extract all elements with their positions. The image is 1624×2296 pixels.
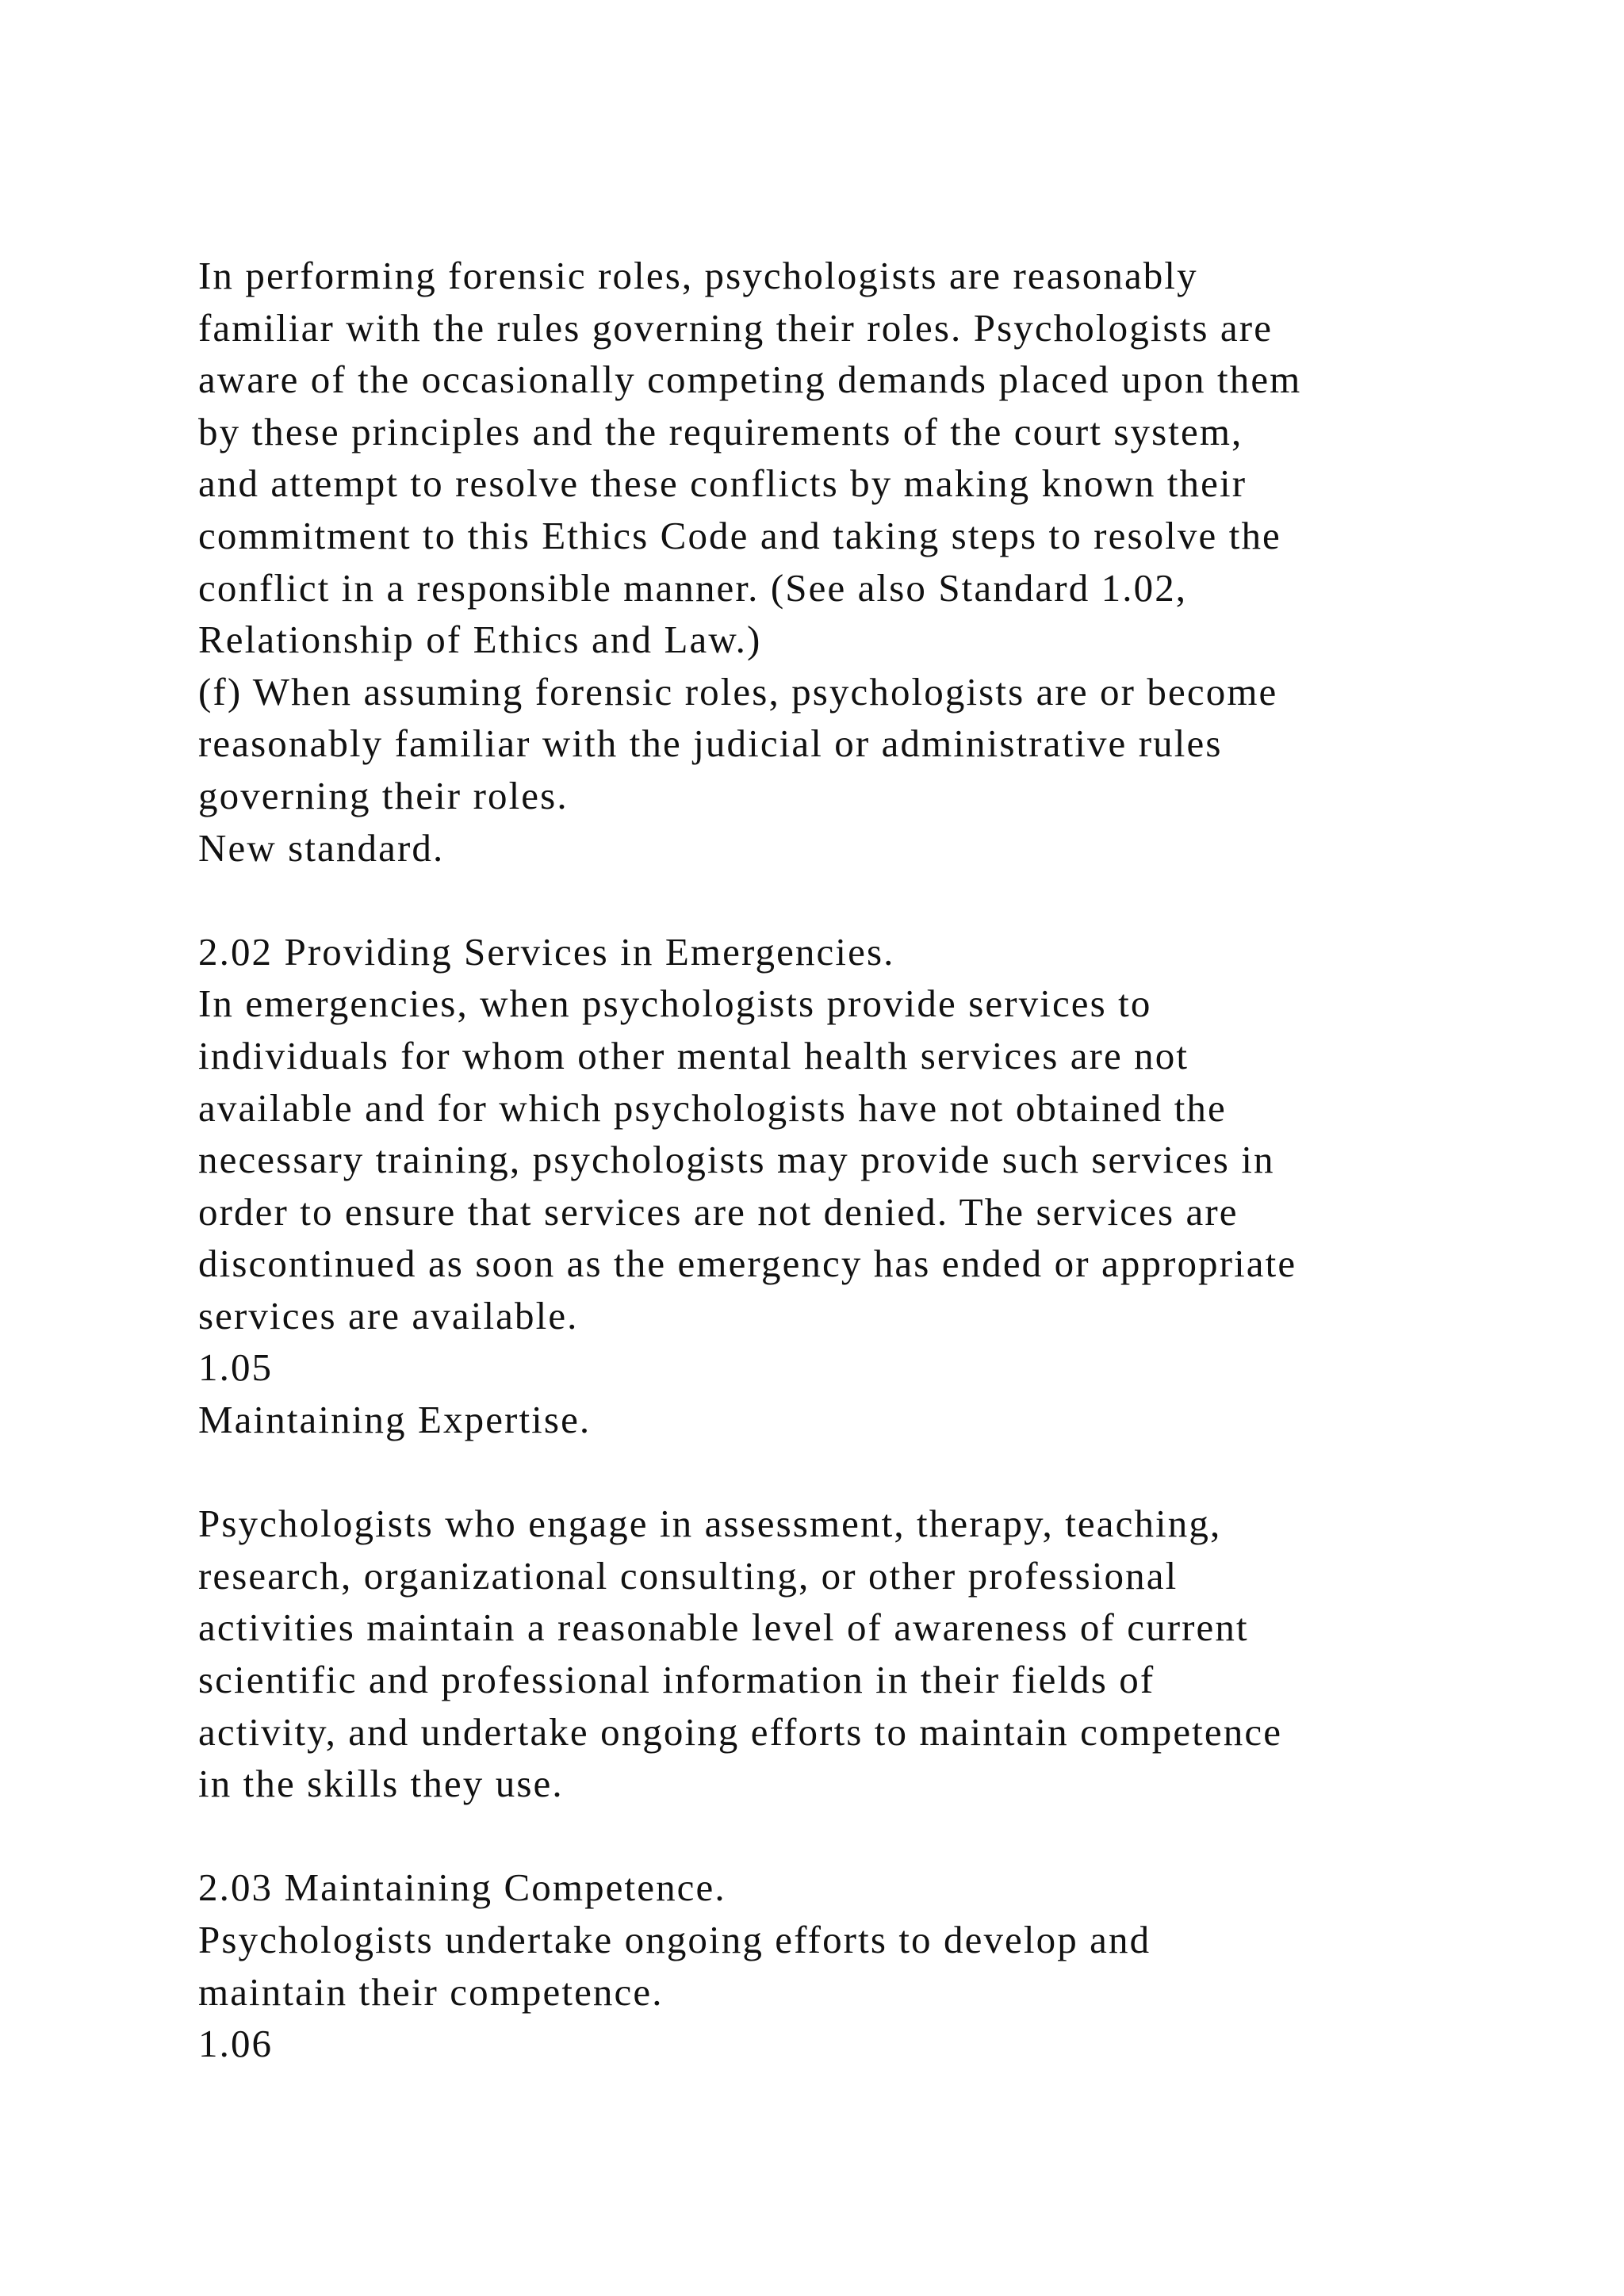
text-line: reasonably familiar with the judicial or administrative rules xyxy=(198,721,1223,766)
text-line: by these principles and the requirements of the court system, xyxy=(198,409,1243,453)
text-line: maintain their competence. xyxy=(198,1969,664,2014)
text-line: and attempt to resolve these conflicts by making known their xyxy=(198,461,1247,506)
text-line: in the skills they use. xyxy=(198,1762,564,1806)
text-line: familiar with the rules governing their roles. Psychologists are xyxy=(198,305,1274,350)
blank-line xyxy=(198,874,1610,926)
document-body xyxy=(198,250,1610,2070)
blank-line xyxy=(198,1810,1610,1862)
text-line: Psychologists who engage in assessment, therapy, teaching, xyxy=(198,1502,1222,1546)
text-line: research, organizational consulting, or other professional xyxy=(198,1553,1178,1598)
text-line: activity, and undertake ongoing efforts to maintain competence xyxy=(198,1709,1283,1754)
text-line: (f) When assuming forensic roles, psychologists are or become xyxy=(198,669,1278,714)
section-number: 1.06 xyxy=(198,2022,274,2066)
text-line: Relationship of Ethics and Law.) xyxy=(198,618,762,662)
text-line: Psychologists undertake ongoing efforts to develop and xyxy=(198,1918,1151,1961)
text-line: scientific and professional information in their fields of xyxy=(198,1658,1155,1702)
text-line: commitment to this Ethics Code and taking steps to resolve the xyxy=(198,513,1281,557)
section-heading: Maintaining Expertise. xyxy=(198,1398,592,1442)
text-line: In emergencies, when psychologists provide services to xyxy=(198,982,1152,1026)
text-line: necessary training, psychologists may provide such services in xyxy=(198,1138,1275,1182)
text-line: available and for which psychologists have not obtained the xyxy=(198,1085,1227,1130)
blank-line xyxy=(198,1446,1610,1498)
text-line: individuals for whom other mental health services are not xyxy=(198,1033,1189,1077)
text-line: order to ensure that services are not denied. The services are xyxy=(198,1189,1239,1234)
section-heading: 2.02 Providing Services in Emergencies. xyxy=(198,929,895,974)
text-line: aware of the occasionally competing demands placed upon them xyxy=(198,358,1302,402)
section-number: 1.05 xyxy=(198,1345,274,1390)
text-line: activities maintain a reasonable level of awareness of current xyxy=(198,1605,1249,1650)
text-line: New standard. xyxy=(198,825,445,870)
text-line: In performing forensic roles, psychologists are reasonably xyxy=(198,254,1198,297)
text-line: services are available. xyxy=(198,1293,579,1337)
text-line: conflict in a responsible manner. (See also Standard 1.02, xyxy=(198,565,1188,610)
section-heading: 2.03 Maintaining Competence. xyxy=(198,1866,726,1910)
text-line: discontinued as soon as the emergency has ended or appropriate xyxy=(198,1242,1297,1286)
text-line: governing their roles. xyxy=(198,773,569,817)
